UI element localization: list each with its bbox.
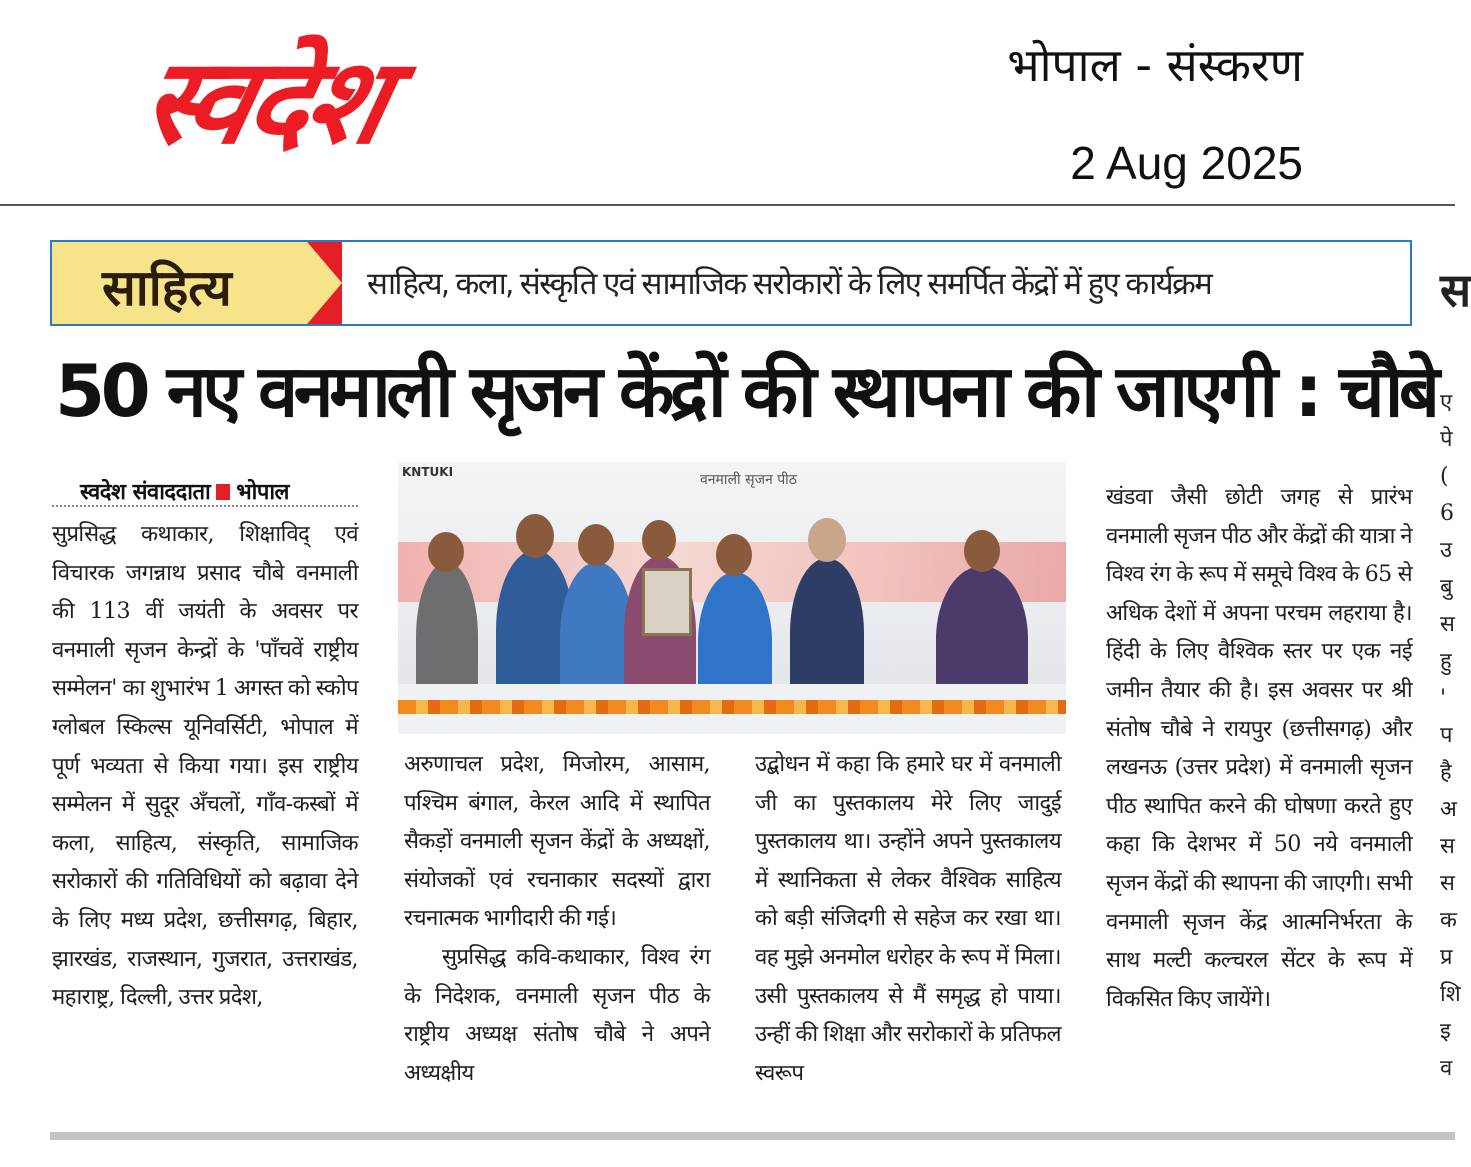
byline-author: स्वदेश संवाददाता (80, 480, 211, 505)
edition-label: भोपाल - संस्करण (1007, 38, 1303, 92)
edge-glyph: क (1440, 908, 1457, 933)
masthead-divider (0, 204, 1455, 206)
newspaper-logo: स्वदेश (130, 32, 399, 170)
section-banner (50, 240, 1412, 326)
edge-glyph: स (1440, 834, 1455, 859)
edge-glyph: बु (1440, 575, 1453, 600)
article-column-2 (404, 745, 710, 1092)
edge-glyph: अ (1440, 797, 1457, 822)
byline-separator-icon (216, 484, 230, 500)
edge-glyph: प्र (1440, 945, 1453, 970)
article-paragraph: सुप्रसिद्ध कथाकार, शिक्षाविद् एवं विचारक जगन्नाथ प्रसाद चौबे वनमाली की 113 वीं जयंती के अवसर पर वनमाली सृजन केन्द्रों के 'पाँचवें राष्ट्रीय सम्मेलन' का शुभारंभ 1 अगस्त को स्कोप ग्लोबल स्किल्स यूनिवर्सिटी, भोपाल में पूर्ण भव्यता से किया गया। इस राष्ट्रीय सम्मेलन में सुदूर अँचलों, गाँव-कस्बों में कला, साहित्य, संस्कृति, सामाजिक सरोकारों की गतिविधियों को बढ़ावा देने के लिए मध्य प्रदेश, छत्तीसगढ़, बिहार, झारखंड, राजस्थान, गुजरात, उत्तराखंड, महाराष्ट्र, दिल्ली, उत्तर प्रदेश, (52, 521, 358, 1011)
edge-glyph: पे (1440, 427, 1453, 452)
edge-glyph: प (1440, 723, 1453, 748)
article-column-4 (1106, 478, 1412, 1018)
article-headline: 50 नए वनमाली सृजन केंद्रों की स्थापना की जाएगी : चौबे (55, 349, 1436, 433)
edge-glyph: ( (1440, 464, 1449, 489)
article-paragraph: खंडवा जैसी छोटी जगह से प्रारंभ वनमाली सृजन पीठ और केंद्रों की यात्रा ने विश्व रंग के रूप में समूचे विश्व के 65 से अधिक देशों में अपना परचम लहराया है। हिंदी के लिए वैश्विक स्तर पर एक नई जमीन तैयार की है। इस अवसर पर श्री संतोष चौबे ने रायपुर (छत्तीसगढ़) और लखनऊ (उत्तर प्रदेश) में वनमाली सृजन पीठ स्थापित करने की घोषणा करते हुए कहा कि देशभर में 50 नये वनमाली सृजन केंद्रों की स्थापना की जाएगी। सभी वनमाली सृजन केंद्र आत्मनिर्भरता के साथ मल्टी कल्चरल सेंटर के रूप में विकसित किए जायेंगे। (1106, 484, 1412, 1012)
masthead (0, 0, 1455, 205)
edge-glyph: हु (1440, 649, 1452, 674)
edge-glyph: स (1440, 612, 1455, 637)
article-paragraph: सुप्रसिद्ध कवि-कथाकार, विश्व रंग के निदेशक, वनमाली सृजन पीठ के राष्ट्रीय अध्यक्ष संतोष चौबे ने अपने अध्यक्षीय (404, 943, 710, 1086)
section-title: साहित्य (102, 259, 232, 317)
article-column-3 (755, 745, 1061, 1092)
article-paragraph: अरुणाचल प्रदेश, मिजोरम, आसाम, पश्चिम बंगाल, केरल आदि में स्थापित सैकड़ों वनमाली सृजन केंद्रों के अध्यक्षों, संयोजकों एवं रचनाकार सदस्यों द्वारा रचनात्मक भागीदारी की गई। (404, 751, 710, 932)
photo-backdrop-text: वनमाली सृजन पीठ (700, 472, 797, 488)
marigold-garland (398, 700, 1066, 714)
next-article-edge-column (1440, 384, 1461, 1124)
page-bottom-rule (50, 1132, 1455, 1140)
article-paragraph: उद्बोधन में कहा कि हमारे घर में वनमाली जी का पुस्तकालय मेरे लिए जादुई पुस्तकालय था। उन्होंने अपने पुस्तकालय में स्थानिकता से लेकर वैश्विक साहित्य को बड़ी संजिदगी से सहेज कर रखा था। वह मुझे अनमोल धरोहर के रूप में मिला। उसी पुस्तकालय से मैं समृद्ध हो पाया। उन्हीं की शिक्षा और सरोकारों के प्रतिफल स्वरूप (755, 751, 1061, 1086)
article-column-1 (52, 515, 358, 1017)
edge-glyph: शि (1440, 982, 1461, 1007)
edge-glyph: व (1440, 1056, 1453, 1081)
edge-glyph: 6 (1440, 501, 1454, 526)
section-tagline: साहित्य, कला, संस्कृति एवं सामाजिक सरोकारों के लिए समर्पित केंद्रों में हुए कार्यक्रम (367, 266, 1212, 302)
edge-glyph: ए (1440, 390, 1453, 415)
edge-glyph: उ (1440, 538, 1453, 563)
byline-divider (52, 505, 358, 507)
edge-glyph: इ (1440, 1019, 1451, 1044)
edge-glyph: स (1440, 871, 1455, 896)
edge-glyph: है (1440, 760, 1452, 785)
byline (80, 476, 289, 506)
edge-glyph: ' (1440, 686, 1447, 711)
photo-sponsor-logo: KNTUKI (402, 465, 454, 479)
event-photo (398, 462, 1066, 734)
publication-date: 2 Aug 2025 (1070, 137, 1303, 189)
award-plaque (642, 568, 692, 636)
next-article-edge-title: स (1440, 263, 1471, 317)
byline-place: भोपाल (236, 480, 289, 505)
